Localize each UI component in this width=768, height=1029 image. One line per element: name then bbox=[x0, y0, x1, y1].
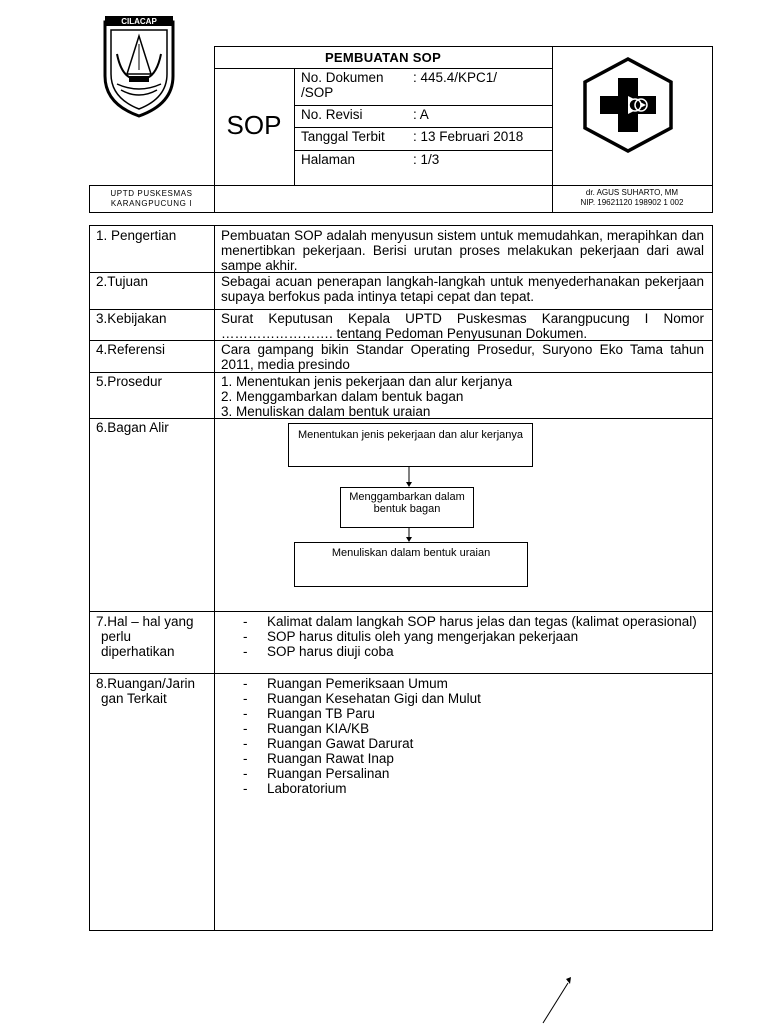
puskesmas-logo bbox=[578, 56, 678, 154]
ruangan-item: - Ruangan Kesehatan Gigi dan Mulut bbox=[221, 691, 704, 706]
label-ruangan-line-1: 8.Ruangan/Jarin bbox=[96, 676, 196, 691]
text-pengertian: Pembuatan SOP adalah menyusun sistem untuk memudahkan, merapihkan dan menertibkan pekerjaan. Berisi urutan proses melakukan pekerjaan dari awal sampe akhir. bbox=[221, 228, 704, 273]
ruangan-item: - Ruangan TB Paru bbox=[221, 706, 704, 721]
ruangan-item: - Ruangan Persalinan bbox=[221, 766, 704, 781]
label-tujuan: 2.Tujuan bbox=[96, 274, 149, 289]
label-hal-line-1: 7.Hal – hal yang bbox=[96, 614, 194, 629]
cilacap-emblem-logo bbox=[99, 14, 179, 118]
signer-name: dr. AGUS SUHARTO, MM bbox=[585, 188, 679, 197]
field-no-revisi-label: No. Revisi bbox=[301, 107, 363, 122]
label-ruangan bbox=[96, 676, 195, 706]
signer-block bbox=[552, 188, 712, 208]
stray-arrow-mark bbox=[540, 975, 580, 1024]
list-ruangan bbox=[221, 676, 704, 796]
label-prosedur: 5.Prosedur bbox=[96, 374, 163, 389]
label-referensi: 4.Referensi bbox=[96, 342, 166, 357]
ruangan-item: - Ruangan Rawat Inap bbox=[221, 751, 704, 766]
flow-step-3 bbox=[294, 542, 528, 587]
field-tanggal-terbit-value: : 13 Februari 2018 bbox=[413, 129, 524, 144]
flow-step-3-text: Menuliskan dalam bentuk uraian bbox=[331, 547, 491, 559]
field-halaman-value: : 1/3 bbox=[413, 152, 440, 167]
label-ruangan-line-2: gan Terkait bbox=[101, 691, 167, 706]
prosedur-item: 1. Menentukan jenis pekerjaan dan alur kerjanya bbox=[221, 374, 513, 389]
field-halaman-label: Halaman bbox=[301, 152, 356, 167]
label-kebijakan: 3.Kebijakan bbox=[96, 311, 167, 326]
hal-item: - Kalimat dalam langkah SOP harus jelas dan tegas (kalimat operasional) bbox=[221, 614, 704, 629]
hal-item: - SOP harus ditulis oleh yang mengerjakan pekerjaan bbox=[221, 629, 704, 644]
label-bagan-alir: 6.Bagan Alir bbox=[96, 420, 169, 435]
field-no-revisi-value: : A bbox=[413, 107, 429, 122]
flow-step-1 bbox=[288, 423, 533, 467]
prosedur-item: 2. Menggambarkan dalam bentuk bagan bbox=[221, 389, 464, 404]
list-prosedur bbox=[221, 374, 704, 419]
unit-name bbox=[89, 189, 214, 209]
field-tanggal-terbit-label: Tanggal Terbit bbox=[301, 129, 385, 144]
ruangan-item: - Ruangan Pemeriksaan Umum bbox=[221, 676, 704, 691]
flow-arrows bbox=[400, 466, 420, 544]
label-pengertian: 1. Pengertian bbox=[96, 228, 177, 243]
ruangan-item: - Ruangan KIA/KB bbox=[221, 721, 704, 736]
unit-line-1: UPTD PUSKESMAS bbox=[110, 189, 193, 198]
text-kebijakan: Surat Keputusan Kepala UPTD Puskesmas Karangpucung I Nomor ……………………. tentang Pedoman Penyusunan Dokumen. bbox=[221, 311, 704, 341]
unit-line-2: KARANGPUCUNG I bbox=[110, 199, 193, 208]
ruangan-item: - Laboratorium bbox=[221, 781, 704, 796]
signer-nip: NIP. 19621120 198902 1 002 bbox=[580, 198, 684, 207]
ruangan-item: - Ruangan Gawat Darurat bbox=[221, 736, 704, 751]
label-hal bbox=[96, 614, 194, 659]
document-title: PEMBUATAN SOP bbox=[324, 50, 442, 65]
label-hal-line-2: perlu bbox=[101, 629, 132, 644]
prosedur-item: 3. Menuliskan dalam bentuk uraian bbox=[221, 404, 431, 419]
field-no-dokumen-value: : 445.4/KPC1/ bbox=[413, 70, 498, 85]
emblem-label: CILACAP bbox=[121, 17, 157, 26]
label-hal-line-3: diperhatikan bbox=[101, 644, 175, 659]
field-no-dokumen-label: No. Dokumen bbox=[301, 70, 384, 85]
text-tujuan: Sebagai acuan penerapan langkah-langkah untuk menyederhanakan pekerjaan supaya berfokus pada intinya tetapi cepat dan tepat. bbox=[221, 274, 704, 304]
hal-item: - SOP harus diuji coba bbox=[221, 644, 704, 659]
flow-step-1-text: Menentukan jenis pekerjaan dan alur kerjanya bbox=[297, 429, 524, 441]
sop-label: SOP bbox=[226, 110, 282, 140]
list-hal bbox=[221, 614, 704, 659]
flow-step-2-text: Menggambarkan dalam bentuk bagan bbox=[349, 491, 465, 515]
text-referensi: Cara gampang bikin Standar Operating Prosedur, Suryono Eko Tama tahun 2011, media presindo bbox=[221, 342, 704, 372]
field-no-dokumen-value-2: /SOP bbox=[301, 85, 334, 100]
